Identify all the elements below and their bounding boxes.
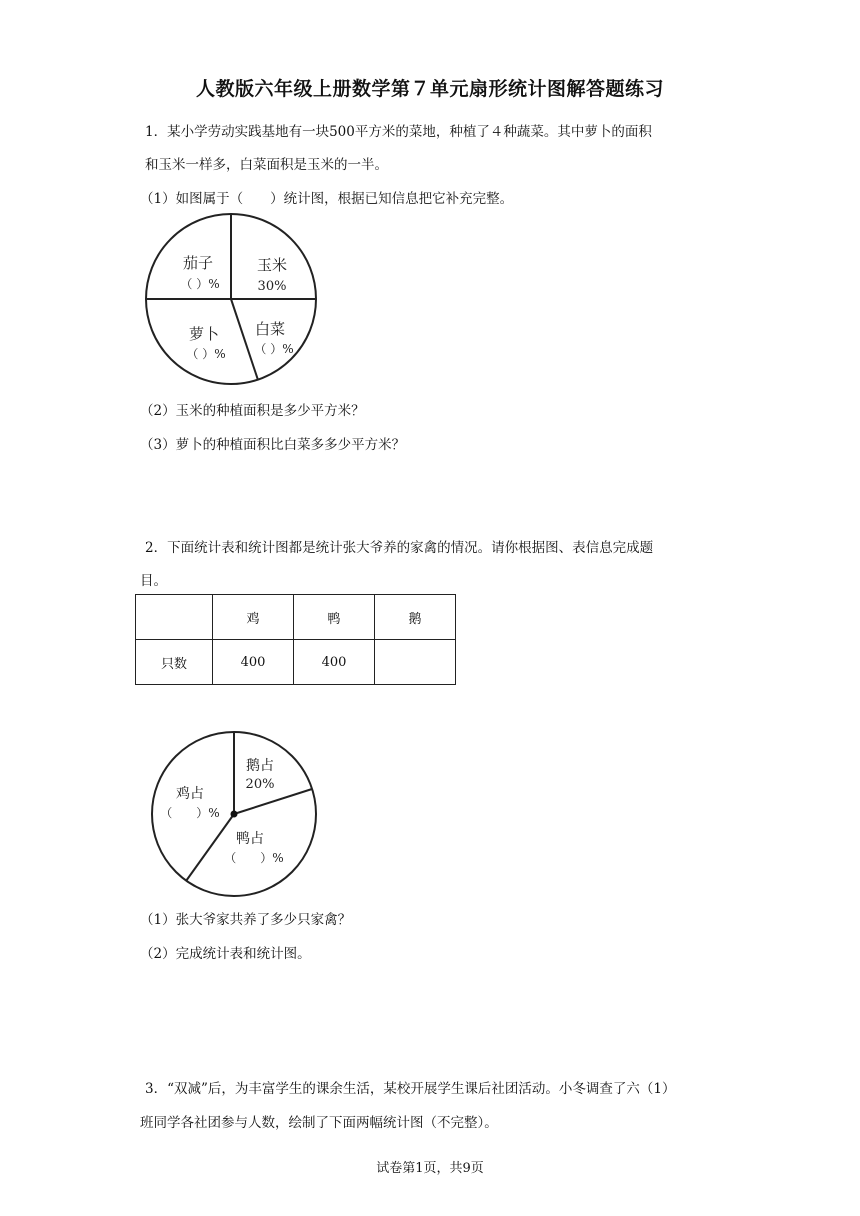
q2-pie-center-dot: [231, 811, 238, 818]
q1-label-corn: 玉米: [256, 256, 288, 274]
table-cell-duck: 400: [294, 640, 375, 685]
table-row: [136, 640, 456, 685]
q1-label-eggplant: 茄子: [182, 254, 214, 272]
table-row-label: 只数: [136, 640, 213, 685]
page-title: 人教版六年级上册数学第７单元扇形统计图解答题练习: [195, 78, 664, 100]
table-cell-goose: [375, 640, 456, 685]
table-header-row: [136, 595, 456, 640]
q3-text-line1: 3．“双减”后，为丰富学生的课余生活，某校开展学生课后社团活动。小冬调查了六（1）: [145, 1081, 676, 1097]
q2-pct-goose: 20%: [245, 777, 275, 792]
q2-pct-chicken: （ ）%: [160, 806, 220, 820]
q2-text-line1: 2．下面统计表和统计图都是统计张大爷养的家禽的情况。请你根据图、表信息完成题: [145, 540, 654, 556]
q2-poultry-pie-chart: [146, 726, 326, 902]
q2-sub1: （1）张大爷家共养了多少只家禽？: [140, 912, 352, 928]
table-header-chicken: 鸡: [213, 595, 294, 640]
q2-label-chicken: 鸡占: [176, 786, 204, 802]
table-header-goose: 鹅: [375, 595, 456, 640]
table-header-empty: [136, 595, 213, 640]
q1-pct-radish: （ ）%: [186, 347, 226, 361]
q1-text-line2: 和玉米一样多，白菜面积是玉米的一半。: [145, 157, 388, 173]
q2-sub2: （2）完成统计表和统计图。: [140, 946, 311, 962]
poultry-stats-table: [135, 594, 456, 685]
q3-text-line2: 班同学各社团参与人数，绘制了下面两幅统计图（不完整）。: [140, 1115, 498, 1131]
q2-label-goose: 鹅占: [246, 758, 274, 774]
page-footer: 试卷第1页，共9页: [376, 1161, 484, 1176]
q1-sub2: （2）玉米的种植面积是多少平方米？: [140, 403, 365, 419]
table-cell-chicken: 400: [213, 640, 294, 685]
q2-label-duck: 鸭占: [236, 831, 264, 847]
q1-vegetable-pie-chart: [140, 210, 330, 390]
q1-sub1: （1）如图属于（ ）统计图，根据已知信息把它补充完整。: [140, 191, 514, 207]
q1-pct-eggplant: （ ）%: [180, 277, 220, 291]
q1-pct-corn: 30%: [257, 279, 287, 294]
table-header-duck: 鸭: [294, 595, 375, 640]
q1-sub3: （3）萝卜的种植面积比白菜多多少平方米？: [140, 437, 406, 453]
q1-label-cabbage: 白菜: [254, 320, 286, 338]
q2-text-line2: 目。: [140, 573, 167, 589]
q1-pct-cabbage: （ ）%: [254, 342, 294, 356]
q1-text-line1: 1．某小学劳动实践基地有一块500平方米的菜地，种植了４种蔬菜。其中萝卜的面积: [145, 124, 652, 140]
q1-label-radish: 萝卜: [188, 325, 220, 343]
q2-pct-duck: （ ）%: [224, 851, 284, 865]
